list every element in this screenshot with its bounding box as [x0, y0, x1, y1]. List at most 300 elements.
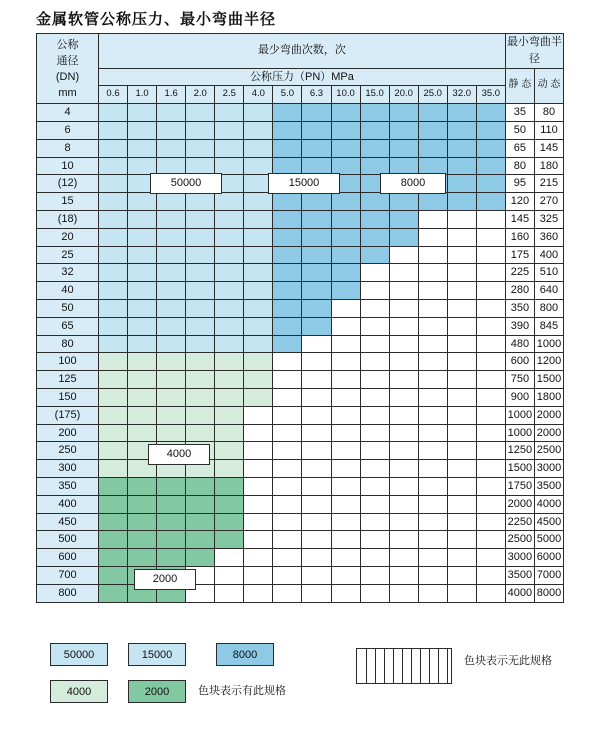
cell-pn-0.6 [99, 460, 128, 478]
cell-dn: 300 [37, 460, 99, 478]
cell-pn-1.0 [128, 549, 157, 567]
cell-radius-static: 2500 [505, 531, 534, 549]
cell-pn-0.6 [99, 513, 128, 531]
table-row [37, 282, 564, 300]
cell-pn-32.0 [447, 549, 476, 567]
cell-radius-dynamic: 180 [534, 157, 563, 175]
cell-pn-15.0 [360, 228, 389, 246]
cell-pn-20.0 [389, 104, 418, 122]
cell-pn-0.6 [99, 210, 128, 228]
cell-pn-15.0 [360, 121, 389, 139]
cell-pn-20.0 [389, 424, 418, 442]
cell-pn-1.0 [128, 495, 157, 513]
cell-pn-1.0 [128, 317, 157, 335]
cell-radius-static: 1250 [505, 442, 534, 460]
cell-pn-1.6 [157, 210, 186, 228]
cell-pn-35.0 [476, 228, 505, 246]
cell-radius-static: 600 [505, 353, 534, 371]
cell-pn-35.0 [476, 246, 505, 264]
legend-15000: 15000 [128, 643, 186, 666]
cell-pn-15.0 [360, 388, 389, 406]
cell-radius-dynamic: 640 [534, 282, 563, 300]
cell-pn-2.5 [215, 442, 244, 460]
spec-table [36, 33, 564, 603]
cell-pn-10.0 [331, 228, 360, 246]
cell-pn-6.3 [302, 228, 331, 246]
cell-pn-32.0 [447, 157, 476, 175]
cell-pn-15.0 [360, 495, 389, 513]
cell-pn-1.0 [128, 139, 157, 157]
table-row [37, 477, 564, 495]
cell-pn-32.0 [447, 477, 476, 495]
cell-pn-15.0 [360, 513, 389, 531]
header-pn-2.5: 2.5 [215, 86, 244, 104]
cell-pn-10.0 [331, 104, 360, 122]
cell-pn-4.0 [244, 549, 273, 567]
cell-dn: 50 [37, 299, 99, 317]
cell-pn-4.0 [244, 210, 273, 228]
cell-pn-32.0 [447, 531, 476, 549]
table-row [37, 121, 564, 139]
cell-pn-1.0 [128, 531, 157, 549]
badge-15000: 15000 [268, 173, 340, 194]
table-row [37, 371, 564, 389]
cell-radius-dynamic: 215 [534, 175, 563, 193]
cell-pn-32.0 [447, 193, 476, 211]
cell-dn: 40 [37, 282, 99, 300]
cell-pn-10.0 [331, 121, 360, 139]
cell-pn-5.0 [273, 513, 302, 531]
cell-pn-2.5 [215, 317, 244, 335]
cell-pn-2.0 [186, 282, 215, 300]
badge-2000: 2000 [134, 569, 196, 590]
cell-pn-4.0 [244, 495, 273, 513]
cell-pn-6.3 [302, 264, 331, 282]
cell-pn-6.3 [302, 495, 331, 513]
header-row-3 [37, 86, 564, 104]
cell-dn: 400 [37, 495, 99, 513]
cell-pn-32.0 [447, 264, 476, 282]
cell-pn-0.6 [99, 157, 128, 175]
cell-radius-dynamic: 110 [534, 121, 563, 139]
cell-radius-static: 280 [505, 282, 534, 300]
cell-pn-5.0 [273, 442, 302, 460]
cell-radius-dynamic: 7000 [534, 566, 563, 584]
cell-pn-5.0 [273, 264, 302, 282]
cell-dn: 4 [37, 104, 99, 122]
cell-pn-20.0 [389, 477, 418, 495]
cell-pn-2.5 [215, 495, 244, 513]
cell-pn-20.0 [389, 139, 418, 157]
cell-pn-1.6 [157, 406, 186, 424]
header-row-2 [37, 68, 564, 86]
cell-radius-static: 80 [505, 157, 534, 175]
cell-pn-2.0 [186, 424, 215, 442]
cell-pn-35.0 [476, 210, 505, 228]
cell-pn-15.0 [360, 246, 389, 264]
cell-pn-2.5 [215, 584, 244, 602]
cell-pn-1.0 [128, 228, 157, 246]
cell-dn: (18) [37, 210, 99, 228]
cell-pn-25.0 [418, 495, 447, 513]
cell-pn-5.0 [273, 317, 302, 335]
cell-pn-2.0 [186, 477, 215, 495]
cell-pn-0.6 [99, 584, 128, 602]
cell-pn-2.0 [186, 139, 215, 157]
cell-pn-35.0 [476, 566, 505, 584]
cell-radius-static: 1000 [505, 424, 534, 442]
header-pn-35.0: 35.0 [476, 86, 505, 104]
cell-pn-4.0 [244, 566, 273, 584]
cell-radius-dynamic: 510 [534, 264, 563, 282]
cell-pn-2.0 [186, 371, 215, 389]
cell-radius-dynamic: 1500 [534, 371, 563, 389]
cell-pn-5.0 [273, 246, 302, 264]
cell-radius-static: 175 [505, 246, 534, 264]
cell-radius-static: 225 [505, 264, 534, 282]
cell-pn-15.0 [360, 335, 389, 353]
cell-pn-10.0 [331, 210, 360, 228]
header-dn-line-2: (DN) [55, 71, 80, 84]
cell-pn-2.0 [186, 210, 215, 228]
cell-pn-2.5 [215, 566, 244, 584]
cell-radius-static: 65 [505, 139, 534, 157]
cell-radius-dynamic: 1800 [534, 388, 563, 406]
cell-pn-0.6 [99, 566, 128, 584]
cell-pn-2.0 [186, 121, 215, 139]
cell-pn-25.0 [418, 193, 447, 211]
cell-radius-static: 50 [505, 121, 534, 139]
cell-pn-10.0 [331, 282, 360, 300]
cell-pn-1.0 [128, 424, 157, 442]
cell-dn: 800 [37, 584, 99, 602]
cell-pn-15.0 [360, 442, 389, 460]
cell-pn-5.0 [273, 104, 302, 122]
cell-pn-35.0 [476, 406, 505, 424]
header-pn-0.6: 0.6 [99, 86, 128, 104]
cell-pn-35.0 [476, 371, 505, 389]
cell-pn-20.0 [389, 264, 418, 282]
cell-pn-10.0 [331, 317, 360, 335]
cell-pn-15.0 [360, 460, 389, 478]
cell-pn-35.0 [476, 531, 505, 549]
cell-pn-10.0 [331, 477, 360, 495]
header-pn-4.0: 4.0 [244, 86, 273, 104]
cell-radius-dynamic: 325 [534, 210, 563, 228]
cell-pn-20.0 [389, 388, 418, 406]
cell-radius-static: 145 [505, 210, 534, 228]
cell-pn-5.0 [273, 566, 302, 584]
cell-pn-15.0 [360, 264, 389, 282]
cell-pn-25.0 [418, 121, 447, 139]
cell-pn-1.0 [128, 193, 157, 211]
cell-radius-dynamic: 6000 [534, 549, 563, 567]
cell-pn-2.5 [215, 353, 244, 371]
cell-pn-2.0 [186, 335, 215, 353]
header-radius-static: 静 态 [505, 68, 534, 104]
cell-pn-4.0 [244, 388, 273, 406]
cell-pn-1.0 [128, 335, 157, 353]
cell-pn-25.0 [418, 139, 447, 157]
cell-radius-dynamic: 270 [534, 193, 563, 211]
cell-pn-2.5 [215, 513, 244, 531]
cell-pn-0.6 [99, 264, 128, 282]
cell-pn-4.0 [244, 371, 273, 389]
header-bend-count: 最少弯曲次数，次 [99, 34, 506, 69]
cell-pn-1.0 [128, 513, 157, 531]
cell-pn-35.0 [476, 317, 505, 335]
cell-pn-4.0 [244, 353, 273, 371]
cell-pn-2.5 [215, 424, 244, 442]
cell-pn-1.6 [157, 121, 186, 139]
cell-dn: 100 [37, 353, 99, 371]
cell-pn-20.0 [389, 406, 418, 424]
cell-pn-1.6 [157, 477, 186, 495]
cell-pn-2.5 [215, 299, 244, 317]
cell-pn-6.3 [302, 513, 331, 531]
cell-pn-20.0 [389, 442, 418, 460]
cell-dn: 6 [37, 121, 99, 139]
table-row [37, 210, 564, 228]
cell-pn-10.0 [331, 299, 360, 317]
cell-pn-1.0 [128, 477, 157, 495]
header-pn-15.0: 15.0 [360, 86, 389, 104]
cell-pn-1.0 [128, 264, 157, 282]
cell-radius-dynamic: 8000 [534, 584, 563, 602]
cell-radius-dynamic: 3500 [534, 477, 563, 495]
cell-pn-32.0 [447, 228, 476, 246]
cell-pn-35.0 [476, 299, 505, 317]
cell-pn-0.6 [99, 335, 128, 353]
cell-radius-dynamic: 845 [534, 317, 563, 335]
cell-pn-20.0 [389, 531, 418, 549]
cell-pn-32.0 [447, 317, 476, 335]
cell-pn-10.0 [331, 424, 360, 442]
cell-pn-10.0 [331, 371, 360, 389]
cell-pn-5.0 [273, 371, 302, 389]
cell-pn-4.0 [244, 584, 273, 602]
table-row [37, 335, 564, 353]
cell-pn-10.0 [331, 139, 360, 157]
cell-pn-35.0 [476, 264, 505, 282]
cell-radius-static: 3000 [505, 549, 534, 567]
cell-radius-static: 3500 [505, 566, 534, 584]
cell-pn-25.0 [418, 584, 447, 602]
cell-pn-20.0 [389, 282, 418, 300]
cell-pn-6.3 [302, 335, 331, 353]
cell-pn-15.0 [360, 282, 389, 300]
cell-pn-2.0 [186, 299, 215, 317]
cell-dn: 250 [37, 442, 99, 460]
cell-pn-2.5 [215, 282, 244, 300]
cell-pn-2.0 [186, 388, 215, 406]
cell-pn-25.0 [418, 371, 447, 389]
cell-dn: 10 [37, 157, 99, 175]
cell-dn: 8 [37, 139, 99, 157]
cell-pn-0.6 [99, 549, 128, 567]
cell-pn-35.0 [476, 495, 505, 513]
cell-pn-32.0 [447, 406, 476, 424]
cell-pn-4.0 [244, 193, 273, 211]
cell-dn: 500 [37, 531, 99, 549]
header-pn-5.0: 5.0 [273, 86, 302, 104]
cell-pn-32.0 [447, 175, 476, 193]
cell-pn-5.0 [273, 424, 302, 442]
cell-pn-0.6 [99, 442, 128, 460]
cell-pn-2.5 [215, 228, 244, 246]
cell-pn-35.0 [476, 477, 505, 495]
cell-pn-10.0 [331, 353, 360, 371]
cell-pn-4.0 [244, 442, 273, 460]
cell-pn-1.0 [128, 282, 157, 300]
cell-pn-1.6 [157, 104, 186, 122]
cell-pn-4.0 [244, 513, 273, 531]
header-pn-2.0: 2.0 [186, 86, 215, 104]
cell-pn-32.0 [447, 104, 476, 122]
cell-pn-4.0 [244, 317, 273, 335]
cell-pn-5.0 [273, 584, 302, 602]
cell-pn-4.0 [244, 282, 273, 300]
legend-8000: 8000 [216, 643, 274, 666]
table-row [37, 549, 564, 567]
cell-pn-4.0 [244, 104, 273, 122]
cell-radius-dynamic: 1000 [534, 335, 563, 353]
cell-pn-2.5 [215, 104, 244, 122]
cell-radius-static: 1000 [505, 406, 534, 424]
cell-pn-1.0 [128, 246, 157, 264]
cell-pn-2.0 [186, 246, 215, 264]
cell-pn-15.0 [360, 317, 389, 335]
cell-pn-6.3 [302, 531, 331, 549]
cell-pn-0.6 [99, 121, 128, 139]
cell-pn-4.0 [244, 531, 273, 549]
cell-radius-static: 120 [505, 193, 534, 211]
cell-pn-1.6 [157, 282, 186, 300]
cell-pn-1.6 [157, 246, 186, 264]
table-row [37, 495, 564, 513]
cell-radius-static: 350 [505, 299, 534, 317]
cell-pn-1.6 [157, 353, 186, 371]
cell-pn-6.3 [302, 104, 331, 122]
table-row [37, 406, 564, 424]
cell-pn-32.0 [447, 495, 476, 513]
cell-pn-35.0 [476, 584, 505, 602]
cell-pn-15.0 [360, 424, 389, 442]
legend-4000: 4000 [50, 680, 108, 703]
cell-pn-25.0 [418, 353, 447, 371]
cell-pn-35.0 [476, 282, 505, 300]
cell-radius-static: 95 [505, 175, 534, 193]
cell-pn-10.0 [331, 584, 360, 602]
cell-radius-dynamic: 5000 [534, 531, 563, 549]
cell-radius-dynamic: 3000 [534, 460, 563, 478]
cell-pn-0.6 [99, 104, 128, 122]
cell-pn-5.0 [273, 210, 302, 228]
cell-pn-1.6 [157, 317, 186, 335]
cell-dn: 600 [37, 549, 99, 567]
cell-pn-6.3 [302, 317, 331, 335]
cell-pn-20.0 [389, 193, 418, 211]
cell-pn-0.6 [99, 175, 128, 193]
cell-pn-5.0 [273, 335, 302, 353]
cell-pn-15.0 [360, 210, 389, 228]
cell-pn-6.3 [302, 246, 331, 264]
header-pn-20.0: 20.0 [389, 86, 418, 104]
cell-pn-35.0 [476, 139, 505, 157]
cell-dn: 700 [37, 566, 99, 584]
cell-pn-5.0 [273, 121, 302, 139]
cell-pn-5.0 [273, 228, 302, 246]
cell-dn: 80 [37, 335, 99, 353]
cell-radius-dynamic: 400 [534, 246, 563, 264]
cell-radius-static: 1500 [505, 460, 534, 478]
cell-pn-20.0 [389, 513, 418, 531]
cell-pn-25.0 [418, 228, 447, 246]
cell-pn-1.6 [157, 299, 186, 317]
cell-pn-35.0 [476, 157, 505, 175]
cell-pn-0.6 [99, 228, 128, 246]
cell-pn-1.0 [128, 299, 157, 317]
cell-pn-1.0 [128, 121, 157, 139]
cell-radius-dynamic: 2500 [534, 442, 563, 460]
cell-pn-2.0 [186, 513, 215, 531]
cell-pn-20.0 [389, 121, 418, 139]
cell-pn-25.0 [418, 388, 447, 406]
cell-pn-2.0 [186, 549, 215, 567]
cell-pn-4.0 [244, 460, 273, 478]
cell-pn-25.0 [418, 104, 447, 122]
cell-pn-6.3 [302, 566, 331, 584]
cell-pn-20.0 [389, 371, 418, 389]
cell-pn-35.0 [476, 442, 505, 460]
cell-radius-static: 4000 [505, 584, 534, 602]
cell-dn: 200 [37, 424, 99, 442]
cell-pn-10.0 [331, 264, 360, 282]
cell-pn-6.3 [302, 424, 331, 442]
cell-pn-32.0 [447, 584, 476, 602]
header-row-1 [37, 34, 564, 69]
cell-pn-32.0 [447, 121, 476, 139]
cell-pn-2.0 [186, 104, 215, 122]
cell-pn-2.0 [186, 317, 215, 335]
cell-pn-4.0 [244, 424, 273, 442]
cell-pn-4.0 [244, 139, 273, 157]
cell-pn-6.3 [302, 584, 331, 602]
cell-pn-5.0 [273, 477, 302, 495]
cell-radius-static: 35 [505, 104, 534, 122]
cell-pn-35.0 [476, 175, 505, 193]
cell-pn-1.6 [157, 495, 186, 513]
cell-pn-4.0 [244, 228, 273, 246]
cell-pn-2.5 [215, 246, 244, 264]
table-row [37, 104, 564, 122]
cell-radius-dynamic: 360 [534, 228, 563, 246]
cell-pn-6.3 [302, 121, 331, 139]
cell-pn-0.6 [99, 388, 128, 406]
cell-pn-32.0 [447, 246, 476, 264]
cell-pn-15.0 [360, 531, 389, 549]
cell-pn-32.0 [447, 210, 476, 228]
cell-pn-20.0 [389, 335, 418, 353]
cell-pn-1.0 [128, 406, 157, 424]
cell-dn: 25 [37, 246, 99, 264]
cell-pn-35.0 [476, 513, 505, 531]
cell-pn-1.0 [128, 353, 157, 371]
cell-pn-15.0 [360, 139, 389, 157]
cell-pn-2.5 [215, 193, 244, 211]
header-radius-dynamic: 动 态 [534, 68, 563, 104]
cell-pn-10.0 [331, 513, 360, 531]
